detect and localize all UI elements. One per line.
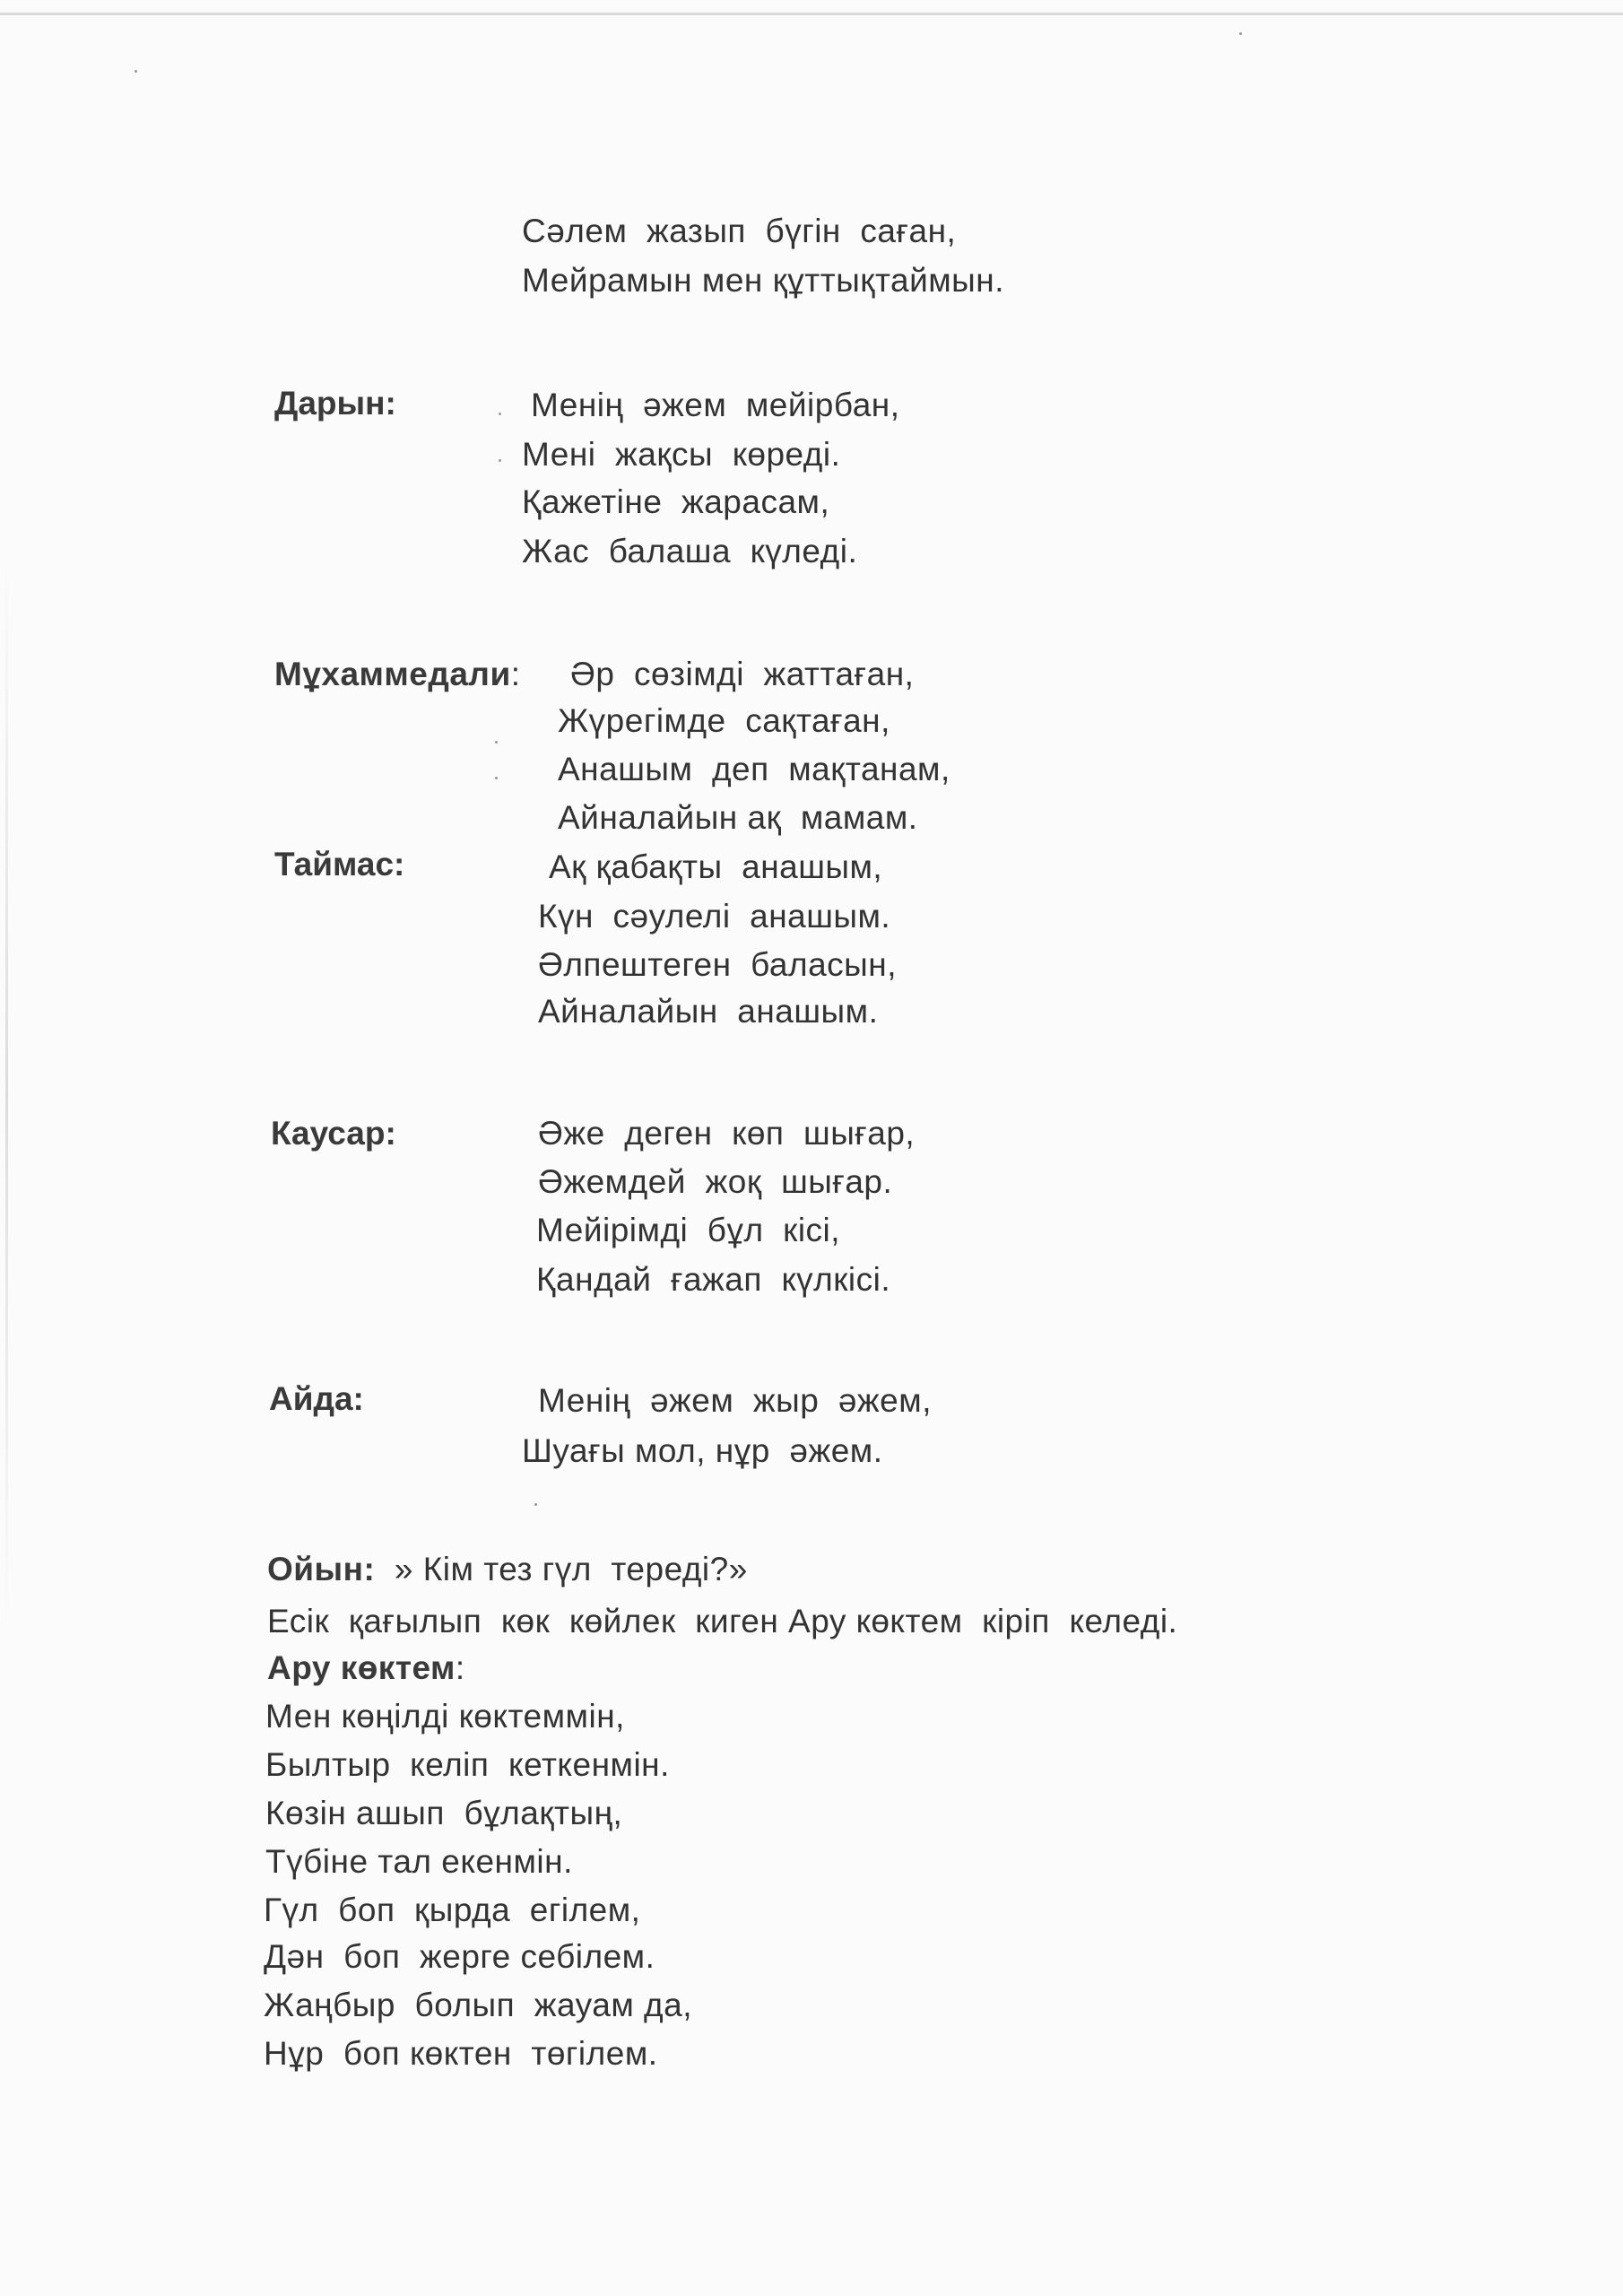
game-heading xyxy=(267,1550,748,1589)
speaker-row xyxy=(274,655,520,694)
verse-line: Жаңбыр болып жауам да, xyxy=(264,1987,692,2023)
verse-line: Мені жақсы көреді. xyxy=(522,436,841,473)
verse-line: Менің әжем жыр әжем, xyxy=(538,1382,932,1419)
speaker-colon: : xyxy=(455,1649,465,1686)
verse-line: Дән боп жерге себілем. xyxy=(264,1938,655,1975)
verse-line: Гүл боп қырда егілем, xyxy=(264,1892,641,1928)
game-description: Есік қағылып көк көйлек киген Ару көктем кіріп келеді. xyxy=(267,1603,1178,1639)
game-title: » Кім тез гүл тереді?» xyxy=(394,1551,748,1587)
verse-line: Қандай ғажап күлкісі. xyxy=(536,1261,891,1298)
scan-left-edge xyxy=(5,556,8,1632)
speaker-name: Ару көктем xyxy=(267,1649,456,1686)
scan-speck xyxy=(499,413,501,415)
speaker-colon: : xyxy=(510,656,521,692)
verse-line: Әже деген көп шығар, xyxy=(538,1115,916,1152)
speaker-name: Мұхаммедали xyxy=(274,656,511,692)
verse-line: Күн сәулелі анашым. xyxy=(538,898,891,935)
scan-speck xyxy=(534,1503,537,1506)
verse-line: Жас балаша күледі. xyxy=(522,533,858,570)
speaker-name: Дарын: xyxy=(274,385,396,422)
scan-speck xyxy=(495,777,498,779)
verse-line: Әр сөзімді жаттаған, xyxy=(570,656,915,692)
verse-line: Нұр боп көктен төгілем. xyxy=(264,2035,658,2072)
verse-line: Әжемдей жоқ шығар. xyxy=(538,1163,893,1200)
verse-line: Былтыр келіп кеткенмін. xyxy=(265,1746,670,1783)
verse-line: Түбіне тал екенмін. xyxy=(265,1843,573,1880)
scan-speck xyxy=(495,741,498,744)
speaker-name: Каусар: xyxy=(271,1115,396,1152)
scan-speck xyxy=(499,459,501,462)
verse-line: Шуағы мол, нұр әжем. xyxy=(522,1432,883,1469)
verse-line: Айналайын анашым. xyxy=(538,993,879,1030)
speaker-name: Айда: xyxy=(269,1380,364,1417)
speaker-name: Таймас: xyxy=(274,846,405,883)
verse-line: Ақ қабақты анашым, xyxy=(549,848,883,885)
verse-line: Әлпештеген баласын, xyxy=(538,946,897,983)
speaker-row xyxy=(267,1648,465,1688)
verse-line: Айналайын ақ мамам. xyxy=(558,799,918,836)
verse-line: Анашым деп мақтанам, xyxy=(558,751,950,787)
verse-line: Мен көңілді көктеммін, xyxy=(265,1698,625,1735)
verse-line: Көзін ашып бұлақтың, xyxy=(265,1795,623,1831)
intro-line: Сәлем жазып бүгін саған, xyxy=(522,213,957,249)
verse-line: Қажетіне жарасам, xyxy=(522,483,830,520)
scan-top-edge xyxy=(0,13,1623,15)
game-label: Ойын: xyxy=(267,1551,376,1587)
intro-line: Мейрамын мен құттықтаймын. xyxy=(522,262,1004,299)
scan-speck xyxy=(1239,32,1242,35)
verse-line: Мейірімді бұл кісі, xyxy=(536,1212,841,1248)
verse-line: Менің әжем мейірбан, xyxy=(531,387,900,423)
verse-line: Жүрегімде сақтаған, xyxy=(558,702,890,739)
scan-speck xyxy=(135,70,137,73)
